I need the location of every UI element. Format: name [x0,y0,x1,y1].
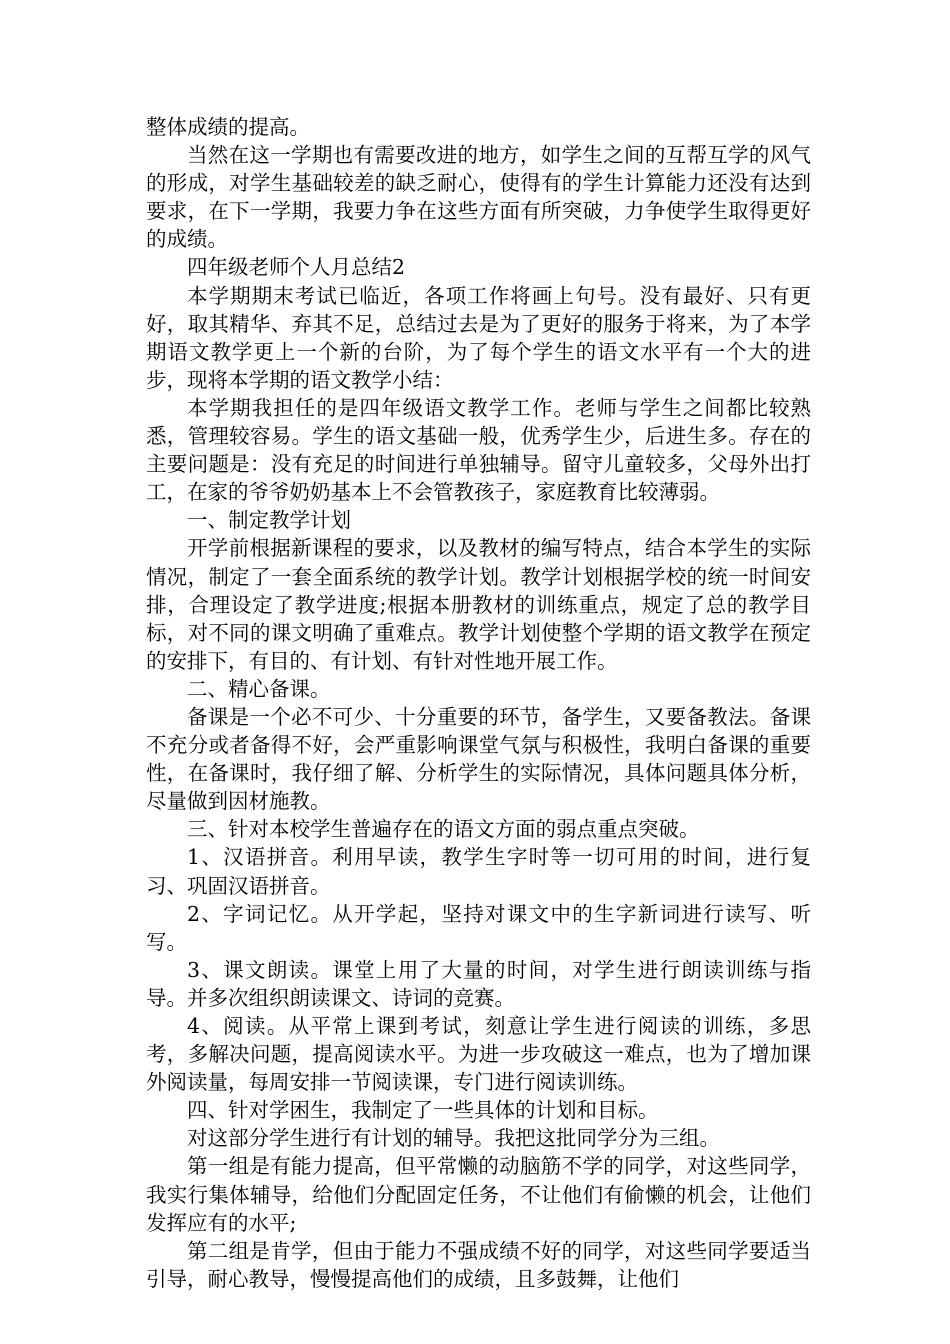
paragraph: 本学期我担任的是四年级语文教学工作。老师与学生之间都比较熟悉，管理较容易。学生的语文基础一般，优秀学生少，后进生多。存在的主要问题是：没有充足的时间进行单独辅导。留守儿童较多，父母外出打工，在家的爷爷奶奶基本上不会管教孩子，家庭教育比较薄弱。 [146,395,811,505]
paragraph: 本学期期末考试已临近，各项工作将画上句号。没有最好、只有更好，取其精华、弃其不足，总结过去是为了更好的服务于将来，为了本学期语文教学更上一个新的台阶，为了每个学生的语文水平有一个大的进步，现将本学期的语文教学小结： [146,283,811,392]
paragraph: 第二组是肯学，但由于能力不强成绩不好的同学，对这些同学要适当引导，耐心教导，慢慢提高他们的成绩，且多鼓舞，让他们 [146,1238,811,1291]
section-heading: 一、制定教学计划 [187,508,351,533]
document-body [146,113,811,1293]
list-item: 3、课文朗读。课堂上用了大量的时间，对学生进行朗读训练与指导。并多次组织朗读课文、诗词的竞赛。 [146,957,811,1010]
paragraph: 开学前根据新课程的要求，以及教材的编写特点，结合本学生的实际情况，制定了一套全面系统的教学计划。教学计划根据学校的统一时间安排，合理设定了教学进度;根据本册教材的训练重点，规定了总的教学目标，对不同的课文明确了重难点。教学计划使整个学期的语文教学在预定的安排下，有目的、有计划、有针对性地开展工作。 [146,536,811,673]
paragraph: 第一组是有能力提高，但平常懒的动脑筋不学的同学，对这些同学，我实行集体辅导，给他们分配固定任务，不让他们有偷懒的机会，让他们发挥应有的水平; [146,1154,811,1235]
section-heading: 四年级老师个人月总结2 [187,255,406,280]
paragraph: 整体成绩的提高。 [146,115,310,139]
paragraph: 对这部分学生进行有计划的辅导。我把这批同学分为三组。 [187,1126,720,1151]
section-heading: 四、针对学困生，我制定了一些具体的计划和目标。 [187,1098,659,1123]
list-item: 1、汉语拼音。利用早读，教学生字时等一切可用的时间，进行复习、巩固汉语拼音。 [146,845,811,898]
paragraph: 当然在这一学期也有需要改进的地方，如学生之间的互帮互学的风气的形成，对学生基础较差的缺乏耐心，使得有的学生计算能力还没有达到要求，在下一学期，我要力争在这些方面有所突破，力争使学生取得更好的成绩。 [146,143,811,252]
paragraph: 备课是一个必不可少、十分重要的环节，备学生，又要备教法。备课不充分或者备得不好，会严重影响课堂气氛与积极性，我明白备课的重要性，在备课时，我仔细了解、分析学生的实际情况，具体问题具体分析，尽量做到因材施教。 [146,704,811,814]
section-heading: 三、针对本校学生普遍存在的语文方面的弱点重点突破。 [187,817,700,842]
list-item: 2、字词记忆。从开学起，坚持对课文中的生字新词进行读写、听写。 [146,901,811,954]
section-heading: 二、精心备课。 [187,676,331,701]
list-item: 4、阅读。从平常上课到考试，刻意让学生进行阅读的训练，多思考，多解决问题，提高阅读水平。为进一步攻破这一难点，也为了增加课外阅读量，每周安排一节阅读课，专门进行阅读训练。 [146,1014,811,1095]
